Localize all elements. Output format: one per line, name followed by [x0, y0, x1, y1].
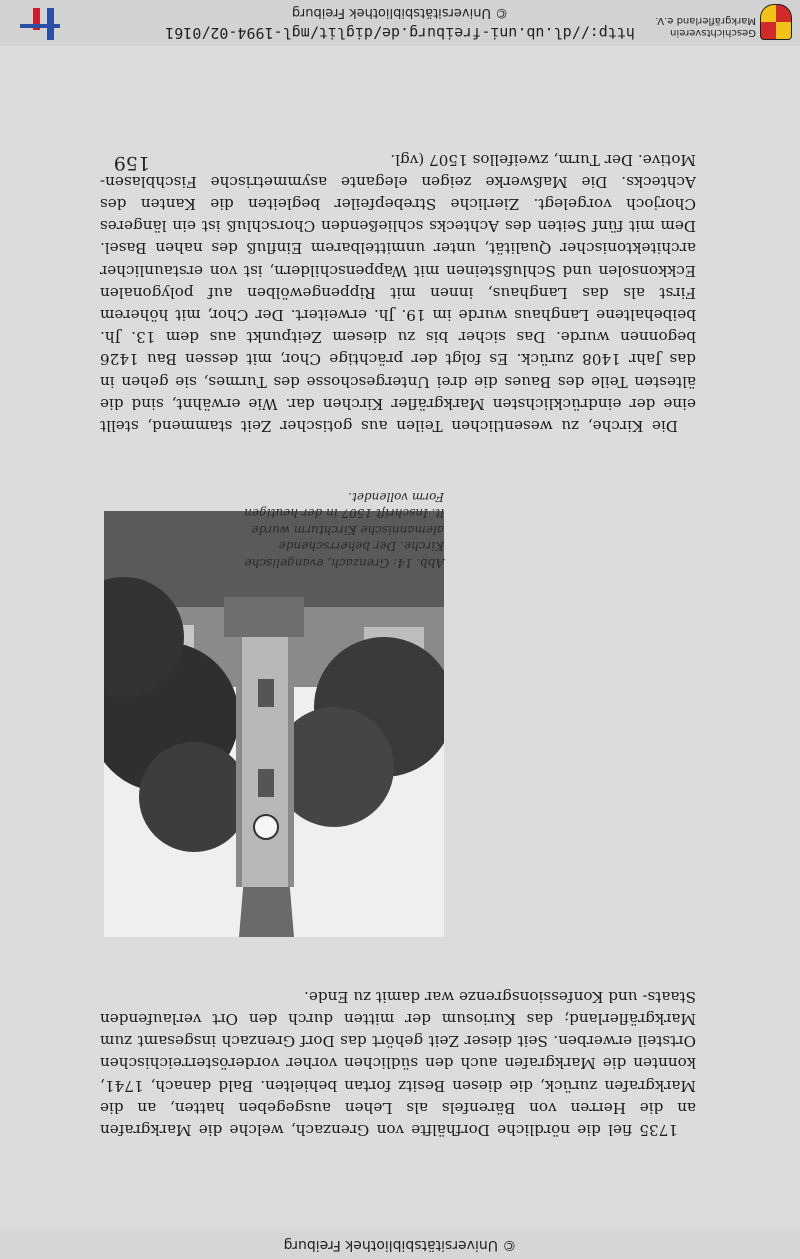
figure-caption: Abb. 14: Grenzach, evangelische Kirche. Der beherrschende alemannische Kirchturm wurde lt. Inschrift 1507 in der heutigen Form vollendet. [244, 490, 444, 570]
paragraph-1 [100, 986, 696, 1141]
society-line-1: Geschichtsverein [670, 27, 756, 38]
document-url-link[interactable]: http://dl.ub.uni-freiburg.de/diglit/mgl-1994-02/0161 [165, 24, 635, 42]
paragraph-2 [100, 148, 696, 437]
church-photo-drawing [104, 511, 444, 937]
page-number: 159 [113, 152, 150, 174]
header-bar [0, 1231, 800, 1259]
church-photo [104, 511, 444, 937]
paragraph-2-text: Die Kirche, zu wesentlichen Teilen aus gotischer Zeit stammend, stellt eine der eindrücklichsten Markgräfler Kirchen dar. Wie erwähnt, sind die ältesten Teile des Baues die drei Untergeschosse des Turmes, sie gehen in das Jahr 1408 zurück. Es folgt der prächtige Chor, mit dessen Bau 1426 begonnen wurde. Das sicher bis zu diesem Zeitpunkt aus dem 13. Jh. beibehaltene Langhaus wurde im 19. Jh. erweitert. Der Chor, mit höherem First als das Langhaus, innen mit Rippengewölben auf polygonalen Eckkonsolen und Schlußsteinen mit Wappenschildern, ist von erstaunlicher architektonischer Qualität, unter unmittelbarem Einfluß des nahen Basel. Dem mit fünf Seiten des Achtecks schließenden Chorschluß ist ein längeres Chorjoch vorgelegt. Zierliche Strebepfeiler begleiten die Kanten des Achtecks. Die Maßwerke zeigen elegante asymmetrische Fischblasen-Motive. Der Turm, zweifellos 1507 (vgl. [100, 150, 696, 435]
footer-bar [0, 0, 800, 46]
paragraph-1-text: 1735 fiel die nördliche Dorfhälfte von Grenzach, welche die Markgrafen an die Herren von Bärenfels als Lehen ausgegeben hatten, an die Markgrafen zurück, die diesen Besitz fortan behielten. Bald danach, 1741, konnten die Markgrafen auch den südlichen vorher vorderösterreichischen Ortsteil erwerben. Seit dieser Zeit gehört das Dorf Grenzach insgesamt zum Markgräflerland; das Kuriosum der mitten durch den Ort verlaufenden Staats- und Konfessionsgrenze war damit zu Ende. [100, 987, 696, 1139]
society-line-2: Markgräflerland e.V. [655, 15, 756, 26]
library-credit: © Universitätsbibliothek Freiburg [291, 5, 509, 20]
library-credit-top: © Universitätsbibliothek Freiburg [283, 1237, 517, 1253]
ub-freiburg-logo-icon [20, 6, 60, 40]
